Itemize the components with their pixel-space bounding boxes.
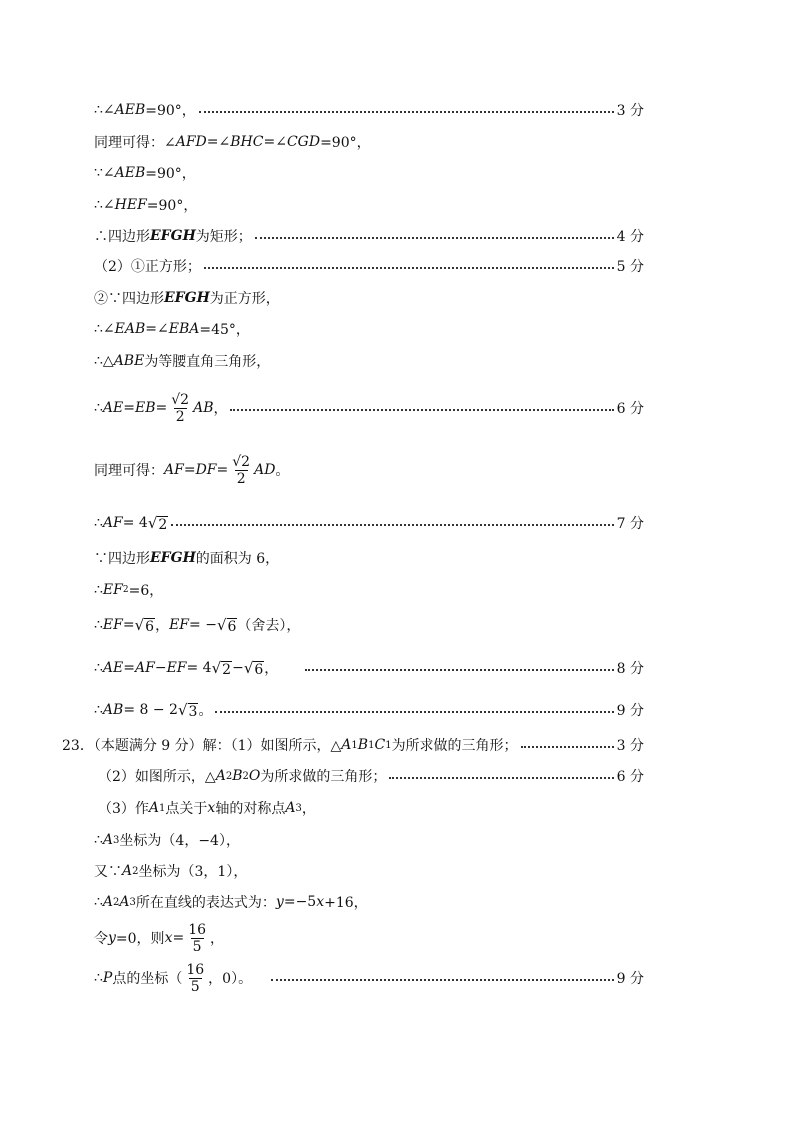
text: A [341,737,352,753]
text: AF [164,462,184,478]
text: EBA [168,321,200,337]
text: 的面积为 6， [195,551,280,567]
text: B [357,737,369,753]
score-label: 7 分 [616,516,644,532]
text: AE [102,400,124,416]
text: B [232,768,243,784]
line-14 [94,579,644,601]
text: （2）①正方形； [94,259,201,275]
text: 为所求做的三角形； [391,738,518,754]
score-label: 6 分 [616,769,644,785]
text: ，0）。 [208,971,253,987]
text: =90°， [145,103,196,119]
fraction [169,392,191,425]
subscript: 1 [368,739,375,751]
text: =∠ [206,134,231,150]
text: = 4 [122,515,148,531]
text: AD [254,462,276,478]
radicand: 6 [145,618,155,635]
subscript: 2 [225,770,233,782]
radical: √ 2 [211,658,232,678]
text: HEF [114,197,147,213]
line-4 [94,194,644,216]
line-13 [94,547,644,569]
line-11 [94,450,644,490]
text: =6， [128,583,164,599]
line-q23-6 [94,891,644,913]
text: ∴∠ [94,197,115,213]
text: EAB [114,321,146,337]
subscript: 1 [351,739,358,751]
text: = [122,617,135,633]
dot-leader [204,267,614,269]
text: EB [135,400,156,416]
text: 令 [94,931,108,947]
denominator: 2 [236,470,246,487]
score-label: 3 分 [616,103,644,119]
text: = − [189,617,217,633]
text: − [154,660,167,676]
subscript: 3 [295,802,302,814]
text: = [123,400,135,416]
line-q23-4 [94,829,644,851]
text: 。 [275,463,290,479]
dot-leader [255,237,614,239]
radical: √ 3 [177,700,198,720]
text: 坐标为（3，1）， [138,864,248,880]
text: 坐标为（4，−4）， [119,833,240,849]
text: ， [301,801,316,817]
text: x [207,800,216,816]
text: ∴ [94,894,103,910]
radicand: 3 [188,703,198,720]
text: A [102,832,114,848]
text: +16， [324,895,368,911]
text: 。 [198,703,213,719]
line-6 [94,255,644,277]
numerator: √2 [171,391,190,408]
text: ， [155,618,170,634]
subscript: 1 [159,802,166,814]
text: = 4 [186,660,212,676]
radicand: 6 [227,618,237,635]
text: ∴△ [94,353,114,369]
text: x [316,894,325,910]
text: ∴ [94,702,103,718]
text: ∴∠ [94,321,115,337]
radicand: 6 [254,661,264,678]
text: 为正方形， [209,291,280,307]
score-label: 3 分 [616,738,644,754]
text: ， [264,661,279,677]
dot-leader [271,979,614,981]
score-label: 8 分 [616,661,644,677]
fraction [186,922,208,955]
text: EF [169,617,190,633]
dot-leader [215,711,613,713]
line-2 [94,131,644,153]
text: =∠ [145,321,169,337]
text: ∴∠ [94,102,115,118]
denominator: 5 [190,978,200,995]
subscript: 3 [129,896,136,908]
text: ∴ [94,515,103,531]
text: = [123,660,135,676]
text: 同理可得： [94,463,164,479]
radical: √ 2 [147,513,168,533]
text: AF [102,515,123,531]
subscript: 3 [113,834,120,846]
text: =45°， [199,322,250,338]
subscript: 1 [385,739,392,751]
text: 点关于 [165,801,208,817]
line-8 [94,318,644,340]
text: A [215,768,226,784]
line-10 [94,388,644,428]
line-17 [94,699,644,721]
score-label: 9 分 [616,971,644,987]
text: A [285,800,296,816]
text: A [102,894,114,910]
text: y [275,894,284,910]
radicand: 2 [222,661,232,678]
text: =90°， [146,198,198,214]
numerator: √2 [232,453,251,470]
text: ABE [113,353,145,369]
text: AFD [175,134,207,150]
text: =90°， [320,135,371,151]
text: = 8 − 2 [123,702,178,718]
text: 为等腰直角三角形， [144,354,271,370]
text: 同理可得：∠ [94,135,176,151]
text: ∴ [94,617,103,633]
text: EFGH [150,228,196,244]
dot-leader [171,524,613,526]
text: EFGH [164,290,210,306]
dot-leader [305,669,613,671]
text: EF [166,660,187,676]
dot-leader [521,746,614,748]
text: AEB [114,165,146,181]
text: =∠ [263,134,287,150]
text: ∴ [94,970,103,986]
text: （2）如图所示，△ [98,769,216,785]
text: = [155,400,168,416]
text: ∴ [94,832,103,848]
text: ∴ [94,660,103,676]
text: =0，则 [115,931,165,947]
denominator: 5 [192,938,202,955]
text: （舍去）， [237,618,301,634]
text: A [119,894,130,910]
line-q23-3 [98,797,644,819]
text: =90°， [145,166,196,182]
line-q23-8 [94,958,644,998]
radicand: 2 [158,516,168,533]
text: ②∵四边形 [94,291,164,307]
score-label: 4 分 [616,229,644,245]
text: − [232,660,244,676]
text: 为矩形； [195,229,252,245]
text: EFGH [150,550,196,566]
score-label: 9 分 [616,703,644,719]
line-1 [94,99,644,121]
score-label: 5 分 [616,259,644,275]
text: y [108,930,116,946]
text: AB [193,400,214,416]
text: O [248,768,261,784]
text: （3）作 [98,801,149,817]
subscript: 2 [113,896,120,908]
text: ∴ [94,400,103,416]
text: A [122,863,133,879]
line-12 [94,512,644,534]
text: ∵∠ [94,165,115,181]
fraction [230,454,252,487]
text: 为所求做的三角形； [260,769,387,785]
line-q23-5 [94,860,644,882]
text: C [374,737,386,753]
superscript: 2 [122,585,129,595]
line-16 [94,657,644,679]
text: ， [213,401,228,417]
text: 点的坐标（ [112,971,183,987]
text: 轴的对称点 [215,801,286,817]
denominator: 2 [175,408,185,425]
text: 所在直线的表达式为： [135,895,276,911]
text: = [172,930,185,946]
line-q23-1 [62,734,644,756]
text: 又∵ [94,864,122,880]
text: EF [102,617,123,633]
text: x [164,930,173,946]
line-9 [94,350,644,372]
radical: √ 6 [134,615,155,635]
text: ∵四边形 [94,551,150,567]
text: ∴四边形 [94,229,150,245]
line-3 [94,162,644,184]
line-q23-7 [94,918,644,958]
fraction [184,962,206,995]
text: P [102,970,113,986]
score-label: 6 分 [616,401,644,417]
text: ∴ [94,582,103,598]
text: 23．（本题满分 9 分）解：（1）如图所示，△ [62,738,342,754]
text: BHC [230,134,264,150]
text: DF [195,462,217,478]
line-15 [94,614,644,636]
text: AE [102,660,124,676]
text: = [183,462,196,478]
text: ， [210,931,225,947]
text: EF [102,582,123,598]
text: AEB [114,102,146,118]
text: AB [102,702,124,718]
text: CGD [286,134,321,150]
line-q23-2 [98,765,644,787]
line-5 [94,225,644,247]
numerator: 16 [186,961,205,978]
text: A [148,800,160,816]
dot-leader [389,777,613,779]
line-7 [94,287,644,309]
text: = [216,462,229,478]
text: AF [135,660,155,676]
radical: √ 6 [243,658,264,678]
dot-leader [199,111,614,113]
subscript: 2 [132,865,139,877]
subscript: 2 [242,770,249,782]
dot-leader [230,409,613,411]
radical: √ 6 [216,615,237,635]
numerator: 16 [188,921,207,938]
text: =−5 [283,894,317,910]
